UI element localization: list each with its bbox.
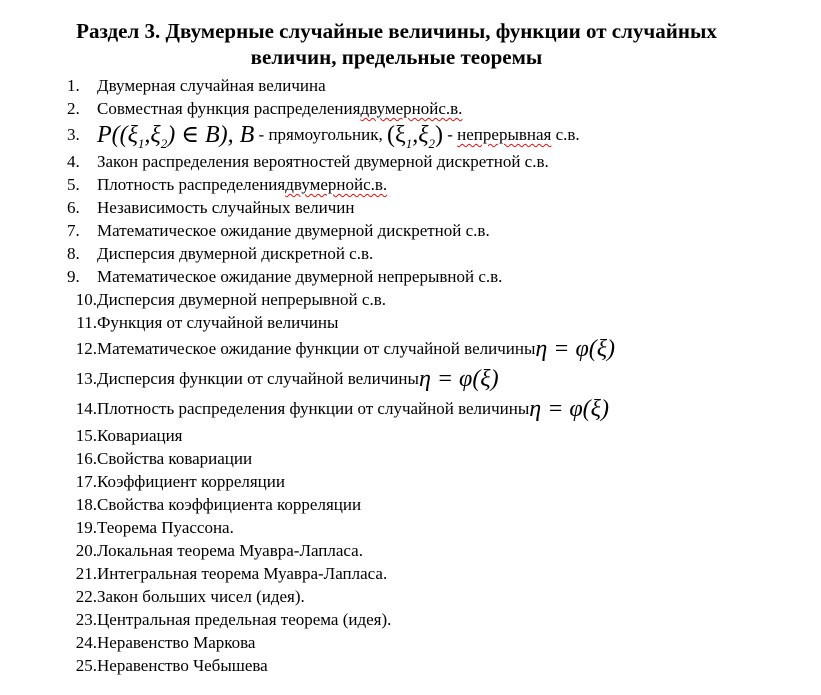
list-item [58, 364, 818, 394]
list-item [58, 562, 818, 585]
item-number: 12. [75, 339, 97, 358]
list-item [58, 631, 818, 654]
item-text: Математическое ожидание двумерной дискретной с.в. [97, 221, 490, 240]
topics-list [58, 74, 818, 677]
list-item [58, 196, 818, 219]
item-number: 24. [75, 633, 97, 652]
list-item [58, 120, 818, 150]
item-number: 23. [75, 610, 97, 629]
item-text: Плотность распределения функции от случайной величины [97, 399, 530, 418]
item-text: Свойства коэффициента корреляции [97, 495, 362, 514]
formula: $P((\xi_1,\xi_2)$ ∈ B), B [97, 122, 255, 151]
list-item [58, 394, 818, 424]
item-text: Математическое ожидание функции от случайной величины [97, 339, 536, 358]
formula: $(\xi_1,\xi_2)$ [387, 122, 443, 151]
list-item [58, 516, 818, 539]
item-number: 17. [75, 472, 97, 491]
item-text: Неравенство Маркова [97, 633, 256, 652]
item-number: 8. [67, 244, 80, 263]
item-number: 10. [75, 290, 97, 309]
item-text: Закон распределения вероятностей двумерной дискретной с.в. [97, 152, 549, 171]
item-text: Центральная предельная теорема (идея). [97, 610, 392, 629]
item-text: Коэффициент корреляции [97, 472, 285, 491]
spellcheck-underlined-word: двумернойс.в. [360, 99, 463, 118]
item-number: 21. [75, 564, 97, 583]
item-text: Дисперсия двумерной дискретной с.в. [97, 244, 374, 263]
list-item [58, 424, 818, 447]
list-item [58, 242, 818, 265]
item-text: Дисперсия двумерной непрерывной с.в. [97, 290, 386, 309]
item-text: Дисперсия функции от случайной величины [97, 369, 419, 388]
item-number: 1. [67, 76, 80, 95]
item-number: 14. [75, 399, 97, 418]
list-item [58, 219, 818, 242]
list-item [58, 493, 818, 516]
item-number: 3. [67, 125, 80, 144]
item-number: 2. [67, 99, 80, 118]
item-text: Плотность распределения [97, 175, 286, 194]
item-text: Независимость случайных величин [97, 198, 355, 217]
section-title-line-2: величин, предельные теоремы [250, 45, 543, 69]
item-text: Интегральная теорема Муавра-Лапласа. [97, 564, 388, 583]
item-text: Неравенство Чебышева [97, 656, 268, 675]
item-text: Функция от случайной величины [97, 313, 339, 332]
item-number: 22. [75, 587, 97, 606]
item-text: Локальная теорема Муавра-Лапласа. [97, 541, 363, 560]
item-text: Ковариация [97, 426, 183, 445]
list-item [58, 585, 818, 608]
formula: η = φ(ξ) [418, 366, 499, 392]
item-number: 5. [67, 175, 80, 194]
list-item [58, 288, 818, 311]
formula: η = φ(ξ) [529, 396, 609, 422]
list-item [58, 265, 818, 288]
item-number: 16. [75, 449, 97, 468]
item-number: 20. [75, 541, 97, 560]
formula: η = φ(ξ) [535, 336, 616, 362]
item-text: Свойства ковариации [97, 449, 253, 468]
list-item [58, 74, 818, 97]
item-number: 9. [67, 267, 80, 286]
section-title-line-1: Раздел 3. Двумерные случайные величины, функции от случайных [76, 19, 717, 43]
list-item [58, 539, 818, 562]
list-item [58, 447, 818, 470]
list-item [58, 334, 818, 364]
item-text: $P((\xi_1,\xi_2)$ ∈ B), B - прямоугольник, $(\xi_1,\xi_2)$ - непрерывная с.в. [97, 122, 580, 151]
list-item [58, 608, 818, 631]
item-text: Двумерная случайная величина [97, 76, 326, 95]
item-text: Совместная функция распределения [97, 99, 361, 118]
item-number: 25. [75, 656, 97, 675]
item-number: 19. [75, 518, 97, 537]
item-number: 4. [67, 152, 80, 171]
spellcheck-underlined-word: двумернойс.в. [285, 175, 388, 194]
item-text: Математическое ожидание двумерной непрерывной с.в. [97, 267, 503, 286]
item-number: 6. [67, 198, 80, 217]
item-number: 18. [75, 495, 97, 514]
list-item [58, 150, 818, 173]
spellcheck-underlined-word: непрерывная [457, 125, 552, 144]
item-number: 15. [75, 426, 97, 445]
item-text: Теорема Пуассона. [97, 518, 234, 537]
list-item [58, 654, 818, 677]
list-item [58, 470, 818, 493]
item-text: Закон больших чисел (идея). [97, 587, 305, 606]
item-number: 7. [67, 221, 80, 240]
list-item [58, 173, 818, 196]
list-item [58, 311, 818, 334]
list-item [58, 97, 818, 120]
item-number: 11. [76, 313, 97, 332]
item-number: 13. [75, 369, 97, 388]
